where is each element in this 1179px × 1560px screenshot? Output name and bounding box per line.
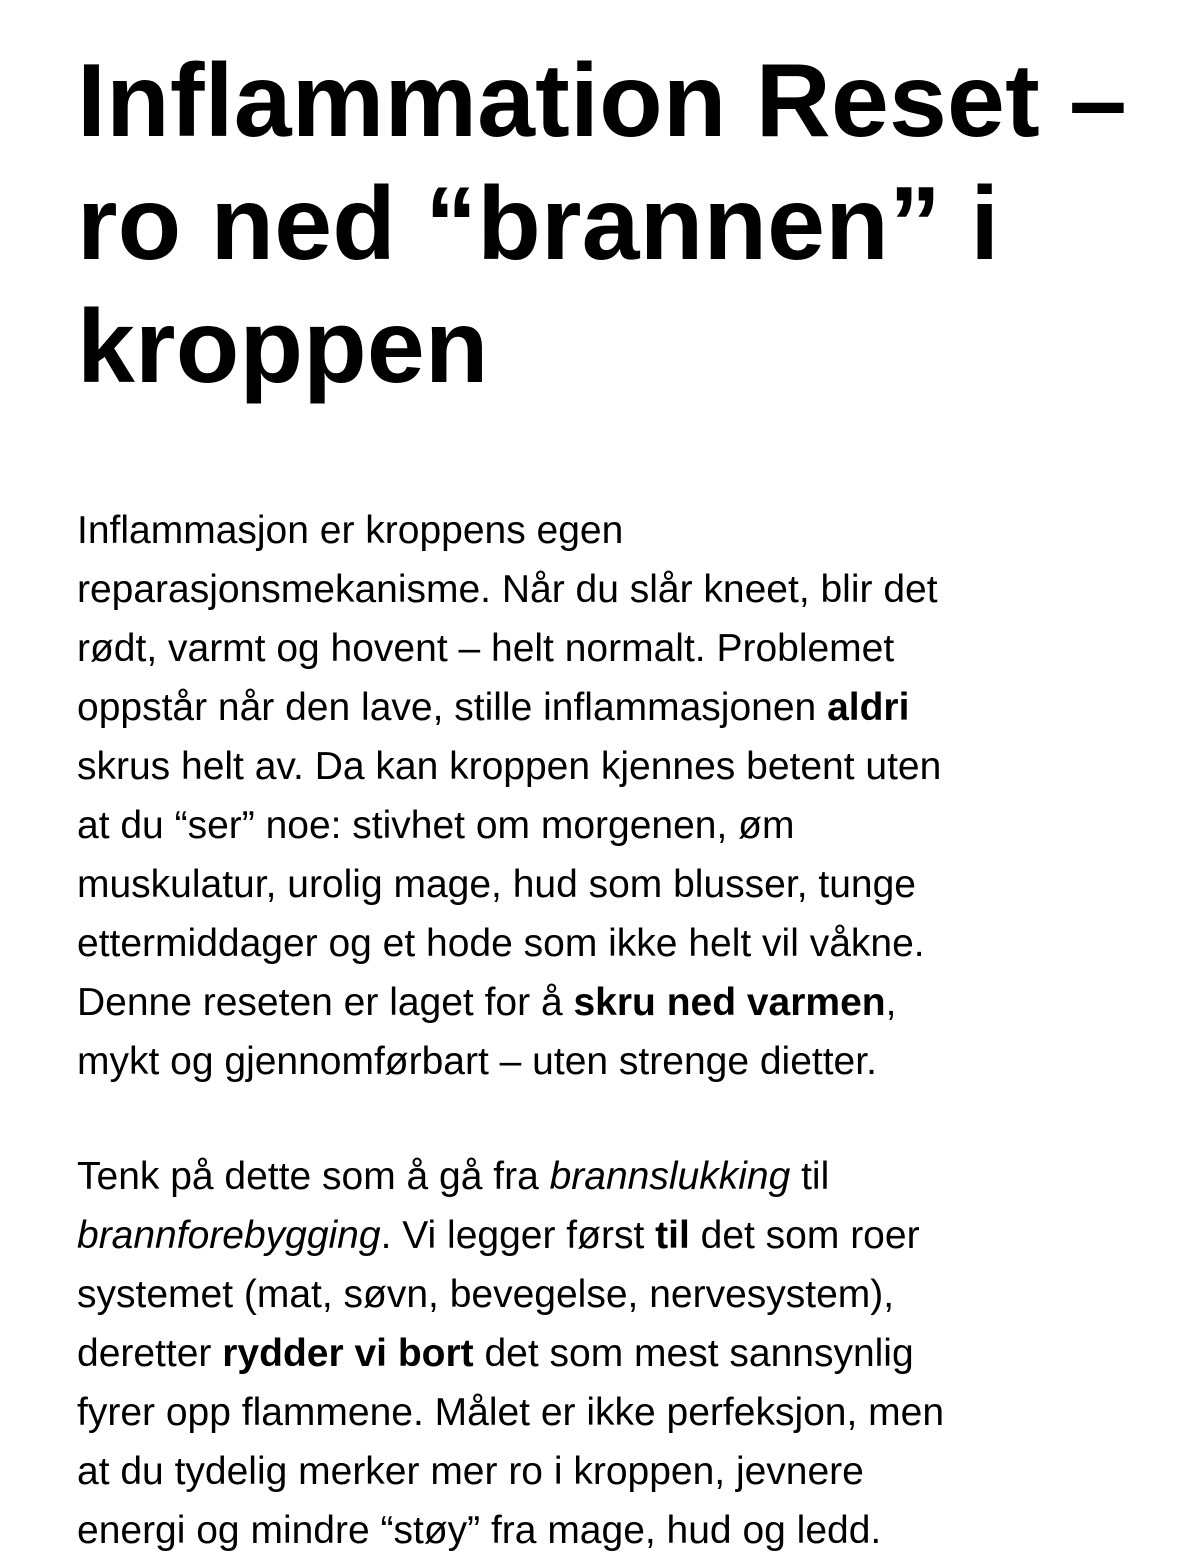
text-line: at du “ser” noe: stivhet om morgenen, øm — [77, 804, 795, 847]
text-segment: . Vi legger først — [380, 1214, 656, 1257]
emphasis-italic: brannslukking — [549, 1155, 791, 1198]
intro-paragraph — [77, 501, 1107, 1091]
text-segment: deretter — [77, 1332, 223, 1375]
text-line — [77, 1206, 1107, 1265]
text-line: fyrer opp flammene. Målet er ikke perfeksjon, men — [77, 1391, 945, 1434]
title-line: ro ned “brannen” i — [77, 166, 1000, 282]
text-segment: det som mest sannsynlig — [473, 1332, 914, 1375]
text-segment: oppstår når den lave, stille inflammasjonen — [77, 686, 828, 729]
text-line: muskulatur, urolig mage, hud som blusser, tunge — [77, 863, 916, 906]
emphasis-bold: til — [655, 1214, 690, 1257]
text-line: energi og mindre “støy” fra mage, hud og ledd. — [77, 1509, 882, 1552]
emphasis-bold: rydder vi bort — [222, 1332, 474, 1375]
text-line: mykt og gjennomførbart – uten strenge dietter. — [77, 1040, 877, 1083]
text-line: Inflammasjon er kroppens egen — [77, 509, 624, 552]
text-line: reparasjonsmekanisme. Når du slår kneet, blir det — [77, 568, 938, 611]
emphasis-bold: aldri — [827, 686, 910, 729]
text-segment: , — [885, 981, 897, 1024]
text-segment: det som roer — [689, 1214, 920, 1257]
text-line — [77, 973, 1107, 1032]
text-line: rødt, varmt og hovent – helt normalt. Problemet — [77, 627, 895, 670]
text-line: systemet (mat, søvn, bevegelse, nervesystem), — [77, 1273, 895, 1316]
text-line: skrus helt av. Da kan kroppen kjennes betent uten — [77, 745, 942, 788]
title-line: Inflammation Reset – — [77, 43, 1128, 159]
text-line: at du tydelig merker mer ro i kroppen, jevnere — [77, 1450, 864, 1493]
text-line: ettermiddager og et hode som ikke helt vil våkne. — [77, 922, 925, 965]
text-segment: Denne reseten er laget for å — [77, 981, 574, 1024]
text-line — [77, 678, 1107, 737]
emphasis-italic: brannforebygging — [77, 1214, 381, 1257]
article — [77, 40, 1128, 1560]
emphasis-bold: skru ned varmen — [573, 981, 886, 1024]
text-line — [77, 1324, 1107, 1383]
page-title — [77, 40, 1128, 409]
text-segment: Tenk på dette som å gå fra — [77, 1155, 550, 1198]
title-line: kroppen — [77, 289, 489, 405]
text-line — [77, 1147, 1107, 1206]
text-segment: til — [790, 1155, 830, 1198]
approach-paragraph — [77, 1147, 1107, 1560]
